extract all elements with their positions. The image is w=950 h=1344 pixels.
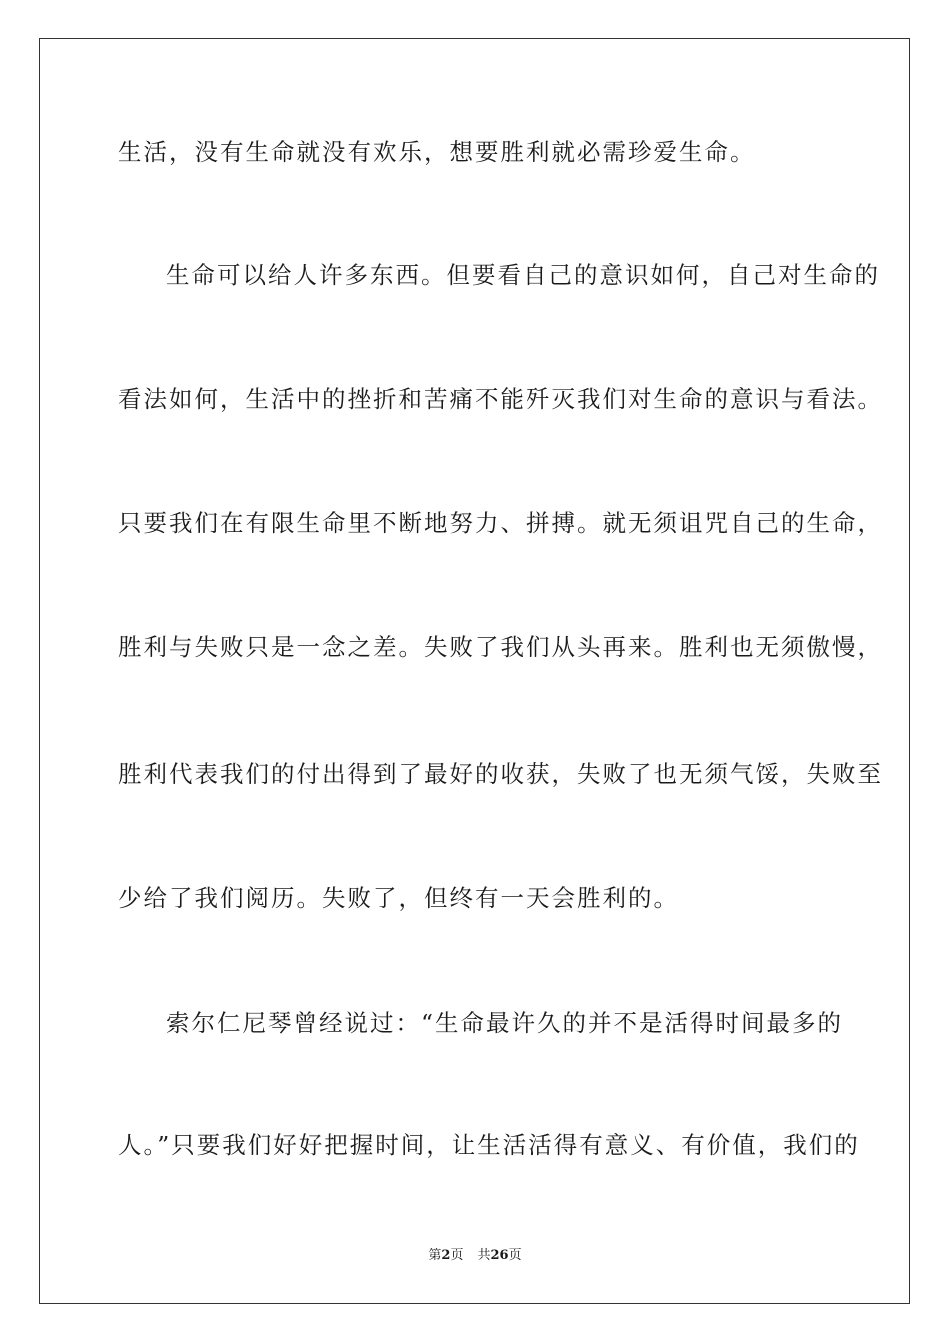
text-line-9: 人。”只要我们好好把握时间，让生活活得有意义、有价值，我们的 — [118, 1131, 860, 1159]
total-suffix: 页 — [508, 1248, 522, 1263]
text-line-5: 胜利与失败只是一念之差。失败了我们从头再来。胜利也无须傲慢， — [118, 633, 883, 661]
total-prefix: 共 — [477, 1248, 491, 1263]
text-line-7: 少给了我们阅历。失败了，但终有一天会胜利的。 — [118, 884, 679, 912]
text-line-3: 看法如何，生活中的挫折和苦痛不能歼灭我们对生命的意识与看法。 — [118, 385, 883, 413]
text-line-1: 生活，没有生命就没有欢乐，想要胜利就必需珍爱生命。 — [118, 138, 756, 166]
text-line-2: 生命可以给人许多东西。但要看自己的意识如何，自己对生命的 — [166, 261, 880, 289]
text-line-4: 只要我们在有限生命里不断地努力、拼搏。就无须诅咒自己的生命， — [118, 509, 883, 537]
page-suffix: 页 — [450, 1248, 464, 1263]
text-line-6: 胜利代表我们的付出得到了最好的收获，失败了也无须气馁，失败至 — [118, 760, 883, 788]
page-frame — [39, 38, 910, 1304]
page-footer — [0, 1248, 950, 1264]
page-prefix: 第 — [428, 1248, 442, 1263]
page-number: 2 — [441, 1248, 451, 1263]
text-line-8: 索尔仁尼琴曾经说过：“生命最许久的并不是活得时间最多的 — [166, 1009, 844, 1037]
total-pages: 26 — [490, 1248, 509, 1263]
